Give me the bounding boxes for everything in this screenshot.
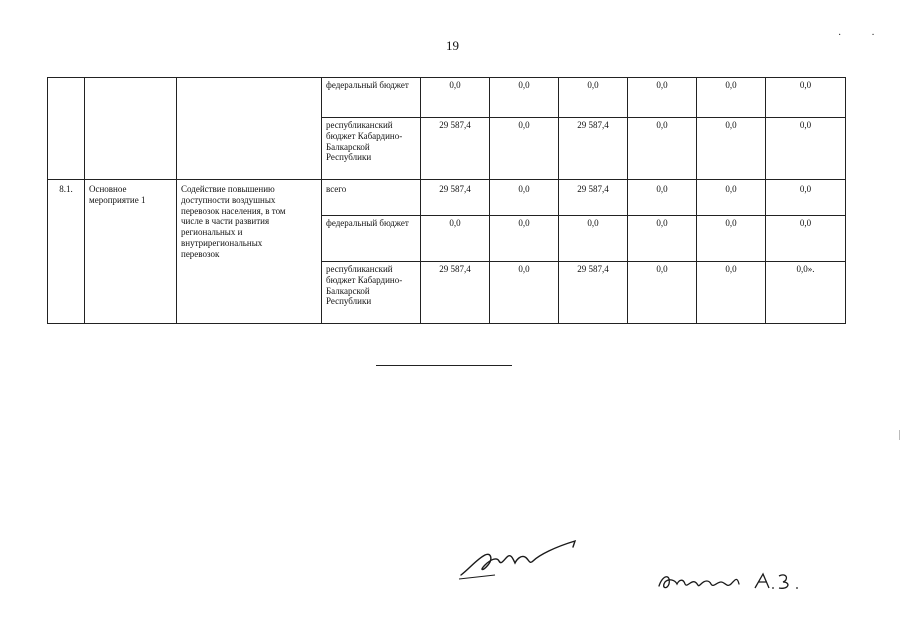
index-cell: 8.1. (48, 180, 85, 324)
value-cell: 0,0 (559, 216, 628, 262)
value-cell: 0,0 (697, 180, 766, 216)
value-cell: 0,0 (628, 216, 697, 262)
value-cell: 0,0 (421, 216, 490, 262)
index-cell-continued (48, 78, 85, 180)
value-cell: 0,0 (559, 78, 628, 118)
value-cell: 29 587,4 (421, 118, 490, 180)
value-cell: 0,0 (490, 262, 559, 324)
scan-edge-mark (899, 430, 900, 440)
value-cell: 0,0 (421, 78, 490, 118)
handwritten-name-signature-icon (655, 566, 815, 601)
value-cell: 0,0 (697, 216, 766, 262)
value-cell: 0,0». (766, 262, 846, 324)
value-cell: 0,0 (697, 118, 766, 180)
funding-source-cell: республиканский бюджет Кабардино-Балкарской Республики (322, 262, 421, 324)
page-number: 19 (446, 38, 459, 53)
table-row (48, 78, 846, 118)
description-cell: Содействие повышению доступности воздушных перевозок населения, в том числе в части развития региональных и внутрирегиональных перевозок (177, 180, 322, 324)
funding-source-cell: всего (322, 180, 421, 216)
funding-source-cell: федеральный бюджет (322, 216, 421, 262)
value-cell: 29 587,4 (559, 180, 628, 216)
value-cell: 29 587,4 (421, 180, 490, 216)
measure-cell-continued (85, 78, 177, 180)
value-cell: 0,0 (628, 78, 697, 118)
value-cell: 0,0 (490, 180, 559, 216)
funding-source-cell: федеральный бюджет (322, 78, 421, 118)
value-cell: 0,0 (490, 118, 559, 180)
scan-dots: ·· (838, 30, 905, 41)
value-cell: 0,0 (766, 180, 846, 216)
value-cell: 0,0 (490, 216, 559, 262)
value-cell: 0,0 (490, 78, 559, 118)
value-cell: 0,0 (697, 78, 766, 118)
description-cell-continued (177, 78, 322, 180)
value-cell: 0,0 (628, 262, 697, 324)
table-row (48, 180, 846, 216)
value-cell: 0,0 (766, 216, 846, 262)
funding-source-cell: республиканский бюджет Кабардино-Балкарской Республики (322, 118, 421, 180)
value-cell: 0,0 (766, 78, 846, 118)
value-cell: 0,0 (766, 118, 846, 180)
value-cell: 29 587,4 (421, 262, 490, 324)
value-cell: 29 587,4 (559, 262, 628, 324)
budget-table (47, 77, 846, 324)
measure-cell: Основное мероприятие 1 (85, 180, 177, 324)
handwritten-signature-icon (455, 535, 585, 590)
value-cell: 0,0 (628, 180, 697, 216)
value-cell: 29 587,4 (559, 118, 628, 180)
end-divider (376, 365, 512, 366)
value-cell: 0,0 (628, 118, 697, 180)
value-cell: 0,0 (697, 262, 766, 324)
